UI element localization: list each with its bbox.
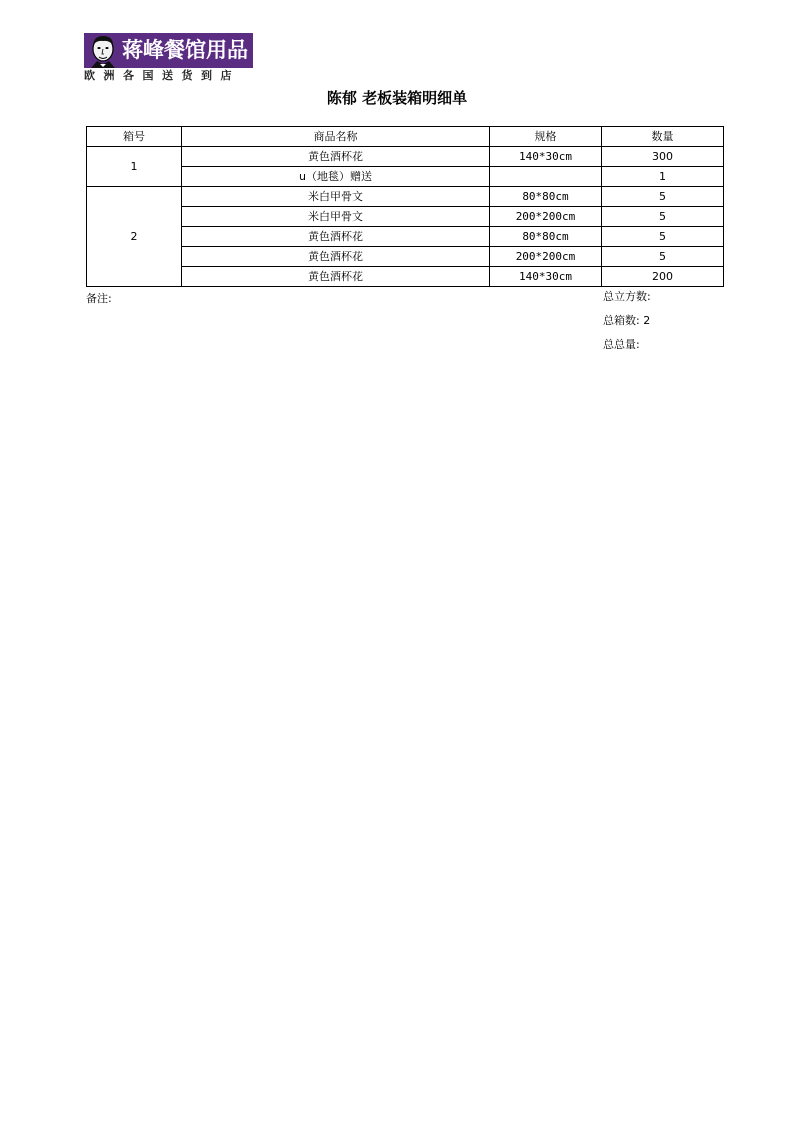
product-name-cell: 黄色酒杯花 xyxy=(182,227,490,247)
total-boxes: 总箱数: 2 xyxy=(603,314,651,327)
quantity-cell: 1 xyxy=(602,167,724,187)
spec-cell: 80*80cm xyxy=(490,187,602,207)
table-row xyxy=(87,167,724,187)
quantity-cell: 5 xyxy=(602,227,724,247)
product-name-cell: 黄色酒杯花 xyxy=(182,267,490,287)
table-row xyxy=(87,147,724,167)
remark-label: 备注: xyxy=(86,292,112,305)
spec-cell: 140*30cm xyxy=(490,267,602,287)
spec-cell: 200*200cm xyxy=(490,247,602,267)
spec-cell: 140*30cm xyxy=(490,147,602,167)
table-row xyxy=(87,227,724,247)
product-name-cell: 米白甲骨文 xyxy=(182,207,490,227)
product-name-cell: 米白甲骨文 xyxy=(182,187,490,207)
quantity-cell: 5 xyxy=(602,187,724,207)
table-row xyxy=(87,187,724,207)
box-number-cell: 2 xyxy=(87,187,182,287)
table-row xyxy=(87,207,724,227)
header-quantity: 数量 xyxy=(602,127,724,147)
document-title: 陈郁 老板装箱明细单 xyxy=(326,89,468,107)
product-name-cell: u（地毯）赠送 xyxy=(182,167,490,187)
product-name-cell: 黄色酒杯花 xyxy=(182,147,490,167)
header-spec: 规格 xyxy=(490,127,602,147)
table-row xyxy=(87,247,724,267)
logo-banner xyxy=(84,33,253,68)
quantity-cell: 5 xyxy=(602,207,724,227)
logo-slogan: 欧洲各国送货到店 xyxy=(84,69,240,82)
portrait-icon xyxy=(86,33,120,68)
header-product-name: 商品名称 xyxy=(182,127,490,147)
header-box-no: 箱号 xyxy=(87,127,182,147)
table-header-row xyxy=(87,127,724,147)
quantity-cell: 200 xyxy=(602,267,724,287)
spec-cell: 80*80cm xyxy=(490,227,602,247)
total-weight: 总总量: xyxy=(603,338,640,351)
packing-list-table xyxy=(86,126,724,287)
box-number-cell: 1 xyxy=(87,147,182,187)
spec-cell: 200*200cm xyxy=(490,207,602,227)
product-name-cell: 黄色酒杯花 xyxy=(182,247,490,267)
company-logo xyxy=(84,33,253,83)
table-row xyxy=(87,267,724,287)
quantity-cell: 300 xyxy=(602,147,724,167)
logo-company-name: 蒋峰餐馆用品 xyxy=(122,38,248,62)
quantity-cell: 5 xyxy=(602,247,724,267)
spec-cell xyxy=(490,167,602,187)
summary-block xyxy=(603,289,651,361)
total-volume: 总立方数: xyxy=(603,290,651,303)
